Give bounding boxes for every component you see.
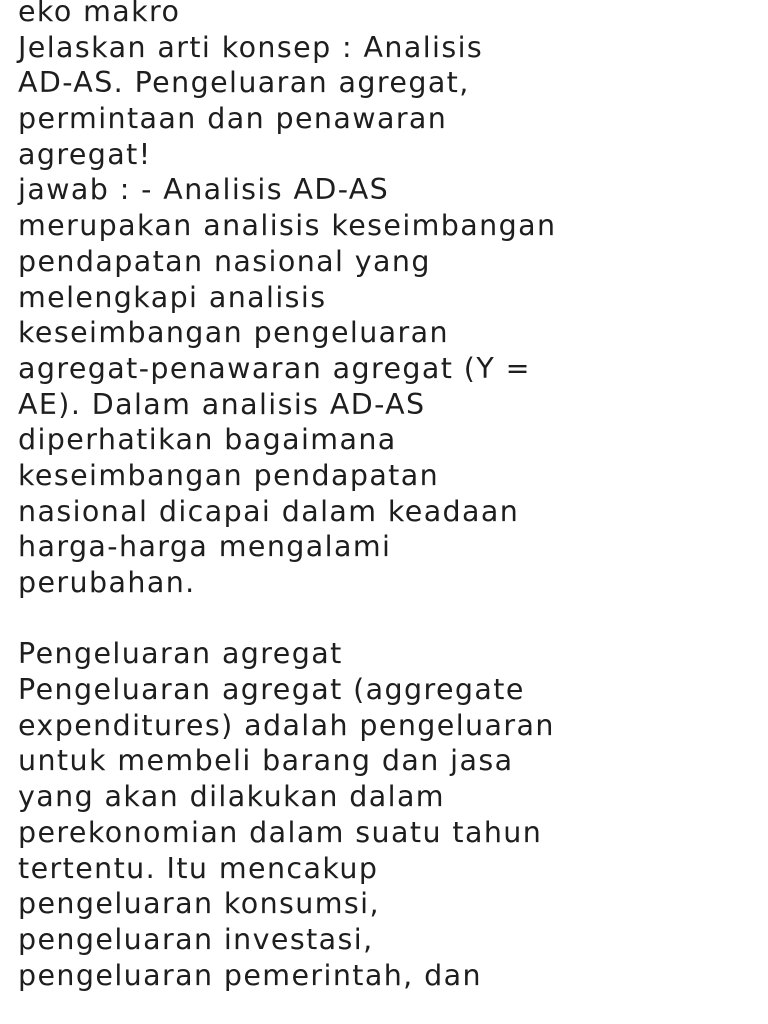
answer-line: keseimbangan pengeluaran (18, 316, 449, 350)
answer-line: merupakan analisis keseimbangan (18, 209, 557, 243)
section-line: perekonomian dalam suatu tahun (18, 815, 543, 849)
answer-line: harga-harga mengalami (18, 530, 392, 564)
answer-paragraph (18, 172, 763, 600)
section-line: pengeluaran pemerintah, dan (18, 958, 482, 992)
document-body (18, 0, 763, 993)
question-line: Jelaskan arti konsep : Analisis (18, 30, 484, 64)
section-line: untuk membeli barang dan jasa (18, 744, 514, 778)
answer-line: pendapatan nasional yang (18, 244, 431, 278)
paragraph-spacer (18, 601, 763, 637)
answer-line: jawab : - Analisis AD-AS (18, 173, 390, 207)
question-line: agregat! (18, 137, 152, 171)
answer-line: agregat-penawaran agregat (Y = (18, 351, 531, 385)
section-paragraph (18, 672, 763, 993)
section-line: pengeluaran konsumsi, (18, 887, 380, 921)
answer-line: perubahan. (18, 566, 196, 599)
section-line: pengeluaran investasi, (18, 922, 374, 956)
section-line: tertentu. Itu mencakup (18, 851, 379, 885)
question-line: AD-AS. Pengeluaran agregat, (18, 66, 470, 100)
section-title: Pengeluaran agregat (18, 637, 343, 671)
question-line: permintaan dan penawaran (18, 102, 448, 136)
document-title: eko makro (18, 0, 181, 28)
answer-line: diperhatikan bagaimana (18, 423, 397, 457)
answer-line: melengkapi analisis (18, 280, 327, 314)
answer-line: AE). Dalam analisis AD-AS (18, 387, 426, 421)
answer-line: nasional dicapai dalam keadaan (18, 494, 520, 528)
section-line: Pengeluaran agregat (aggregate (18, 673, 525, 707)
answer-line: keseimbangan pendapatan (18, 458, 440, 492)
question-paragraph (18, 30, 763, 173)
section-line: expenditures) adalah pengeluaran (18, 708, 555, 742)
section-line: yang akan dilakukan dalam (18, 780, 445, 814)
